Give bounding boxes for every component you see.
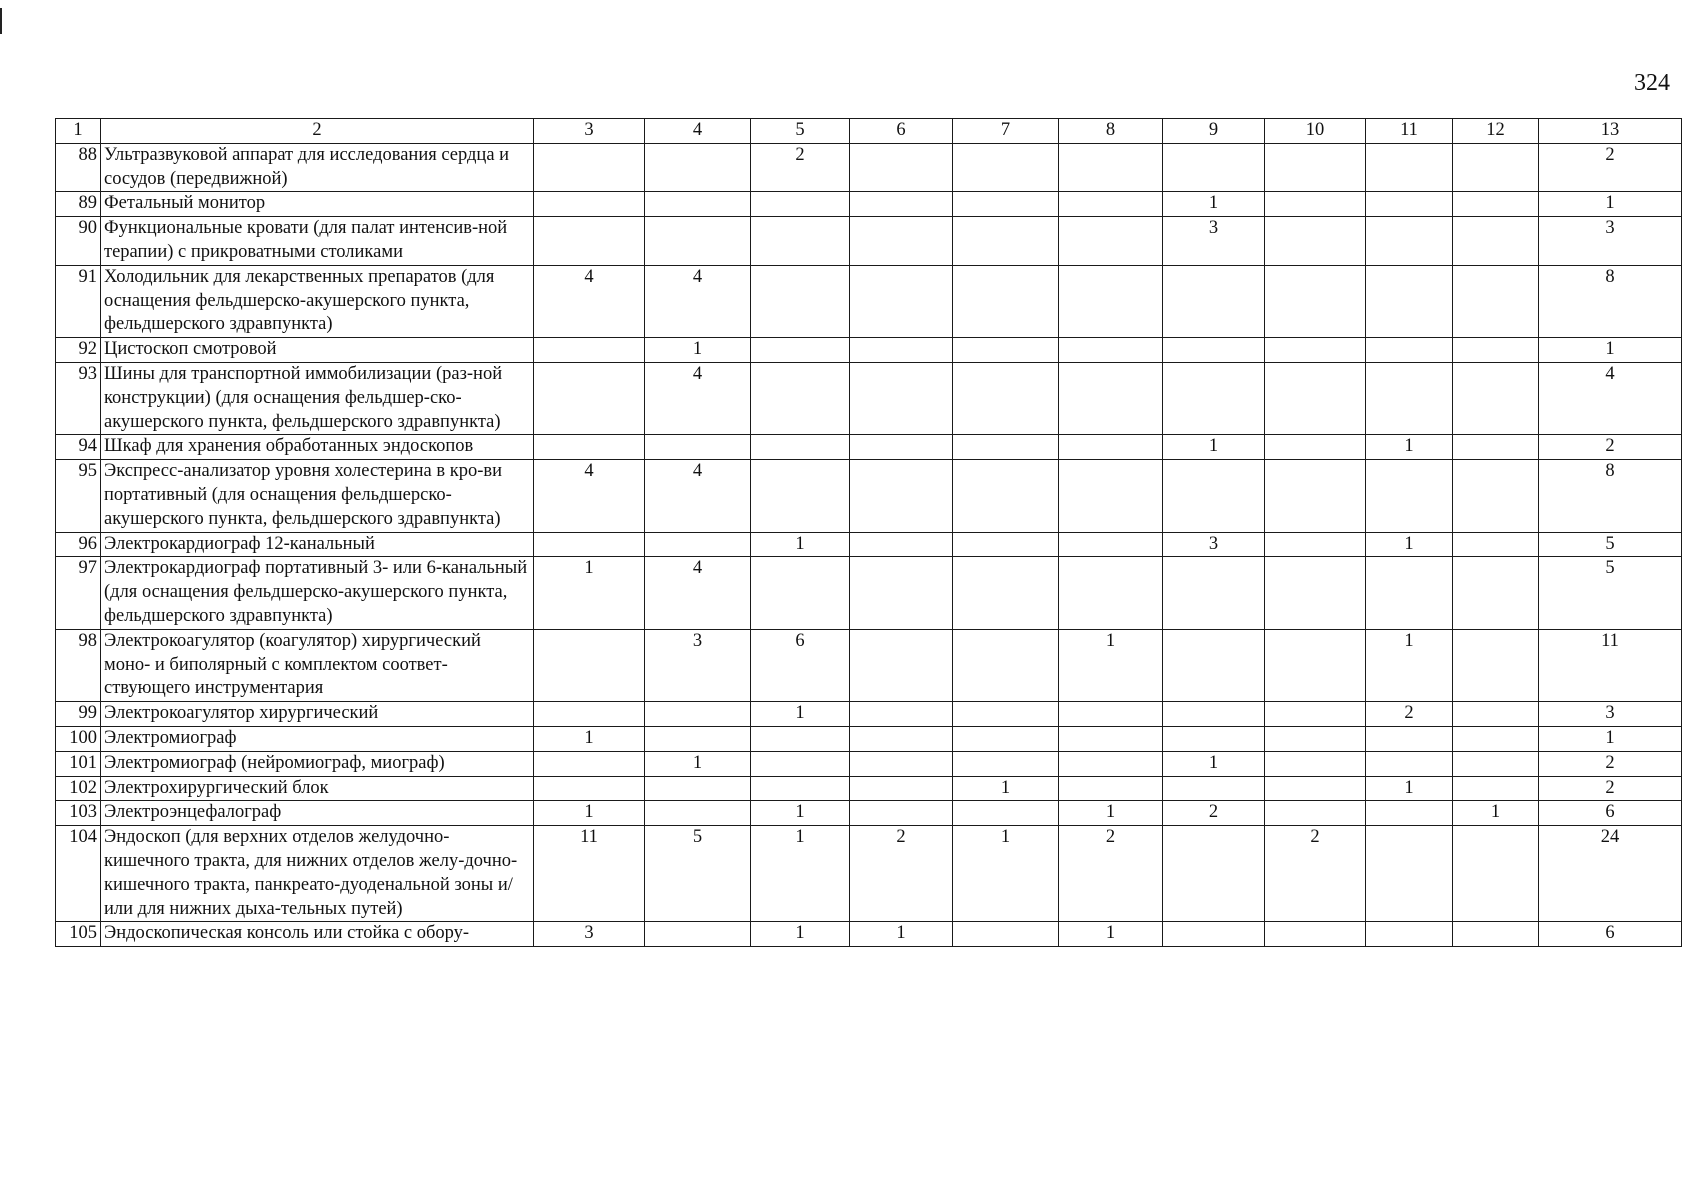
value-cell-col-6 [850, 776, 953, 801]
equipment-name: Электромиограф (нейромиограф, миограф) [101, 751, 534, 776]
value-cell-col-3 [534, 435, 645, 460]
value-cell-col-6 [850, 217, 953, 266]
value-cell-col-10 [1265, 338, 1366, 363]
equipment-name: Электрокардиограф портативный 3- или 6-канальный (для оснащения фельдшерско-акушерского пункта, фельдшерского здравпункта) [101, 557, 534, 629]
equipment-name: Электромиограф [101, 726, 534, 751]
value-cell-col-7 [953, 265, 1059, 337]
value-cell-col-3: 3 [534, 922, 645, 947]
value-cell-col-4 [645, 532, 751, 557]
value-cell-col-11: 1 [1366, 629, 1453, 701]
value-cell-col-13: 24 [1539, 826, 1682, 922]
value-cell-col-5 [751, 265, 850, 337]
value-cell-col-4 [645, 922, 751, 947]
value-cell-col-7: 1 [953, 826, 1059, 922]
value-cell-col-6 [850, 143, 953, 192]
value-cell-col-13: 8 [1539, 265, 1682, 337]
equipment-name: Функциональные кровати (для палат интенсив-ной терапии) с прикроватными столиками [101, 217, 534, 266]
row-number: 90 [56, 217, 101, 266]
row-number: 91 [56, 265, 101, 337]
value-cell-col-10 [1265, 435, 1366, 460]
value-cell-col-3 [534, 338, 645, 363]
equipment-name: Экспресс-анализатор уровня холестерина в кро-ви портативный (для оснащения фельдшерско-акушерского пункта, фельдшерского здравпункта) [101, 460, 534, 532]
scan-edge-mark [0, 8, 2, 34]
value-cell-col-4: 4 [645, 460, 751, 532]
value-cell-col-9: 3 [1163, 532, 1265, 557]
table-row [56, 362, 1682, 434]
row-number: 100 [56, 726, 101, 751]
value-cell-col-6 [850, 702, 953, 727]
value-cell-col-8 [1059, 532, 1163, 557]
value-cell-col-13: 2 [1539, 776, 1682, 801]
value-cell-col-10 [1265, 265, 1366, 337]
value-cell-col-8 [1059, 217, 1163, 266]
value-cell-col-5: 6 [751, 629, 850, 701]
value-cell-col-12 [1453, 629, 1539, 701]
value-cell-col-9 [1163, 726, 1265, 751]
row-number: 98 [56, 629, 101, 701]
column-header-6: 6 [850, 119, 953, 144]
value-cell-col-5: 1 [751, 801, 850, 826]
value-cell-col-9: 1 [1163, 435, 1265, 460]
equipment-table [55, 118, 1682, 947]
value-cell-col-10 [1265, 532, 1366, 557]
value-cell-col-12 [1453, 362, 1539, 434]
column-header-1: 1 [56, 119, 101, 144]
value-cell-col-3 [534, 143, 645, 192]
row-number: 101 [56, 751, 101, 776]
value-cell-col-4 [645, 435, 751, 460]
value-cell-col-9: 1 [1163, 192, 1265, 217]
value-cell-col-7 [953, 338, 1059, 363]
row-number: 88 [56, 143, 101, 192]
equipment-name: Эндоскоп (для верхних отделов желудочно-кишечного тракта, для нижних отделов желу-дочно-кишечного тракта, панкреато-дуоденальной зоны и/или для нижних дыха-тельных путей) [101, 826, 534, 922]
row-number: 95 [56, 460, 101, 532]
value-cell-col-13: 6 [1539, 922, 1682, 947]
value-cell-col-11 [1366, 726, 1453, 751]
value-cell-col-13: 5 [1539, 557, 1682, 629]
value-cell-col-5 [751, 435, 850, 460]
value-cell-col-7 [953, 726, 1059, 751]
value-cell-col-12: 1 [1453, 801, 1539, 826]
value-cell-col-9 [1163, 557, 1265, 629]
value-cell-col-11 [1366, 265, 1453, 337]
value-cell-col-12 [1453, 265, 1539, 337]
table-row [56, 726, 1682, 751]
value-cell-col-13: 2 [1539, 435, 1682, 460]
value-cell-col-6 [850, 435, 953, 460]
value-cell-col-7 [953, 217, 1059, 266]
value-cell-col-3: 1 [534, 726, 645, 751]
value-cell-col-12 [1453, 143, 1539, 192]
row-number: 94 [56, 435, 101, 460]
value-cell-col-4: 1 [645, 751, 751, 776]
column-header-10: 10 [1265, 119, 1366, 144]
value-cell-col-5: 2 [751, 143, 850, 192]
value-cell-col-6 [850, 338, 953, 363]
value-cell-col-10 [1265, 922, 1366, 947]
value-cell-col-13: 1 [1539, 192, 1682, 217]
value-cell-col-8 [1059, 192, 1163, 217]
equipment-name: Шкаф для хранения обработанных эндоскопов [101, 435, 534, 460]
value-cell-col-12 [1453, 557, 1539, 629]
row-number: 97 [56, 557, 101, 629]
row-number: 99 [56, 702, 101, 727]
value-cell-col-3: 11 [534, 826, 645, 922]
value-cell-col-10 [1265, 362, 1366, 434]
table-row [56, 460, 1682, 532]
value-cell-col-4 [645, 726, 751, 751]
value-cell-col-5 [751, 192, 850, 217]
column-header-13: 13 [1539, 119, 1682, 144]
value-cell-col-4 [645, 192, 751, 217]
column-header-row [56, 119, 1682, 144]
value-cell-col-10 [1265, 801, 1366, 826]
value-cell-col-9 [1163, 362, 1265, 434]
value-cell-col-12 [1453, 460, 1539, 532]
value-cell-col-3: 4 [534, 460, 645, 532]
value-cell-col-8 [1059, 265, 1163, 337]
value-cell-col-10 [1265, 217, 1366, 266]
value-cell-col-13: 3 [1539, 217, 1682, 266]
value-cell-col-8 [1059, 338, 1163, 363]
row-number: 105 [56, 922, 101, 947]
column-header-9: 9 [1163, 119, 1265, 144]
value-cell-col-5 [751, 776, 850, 801]
equipment-name: Электрокоагулятор (коагулятор) хирургический моно- и биполярный с комплектом соответ-ствующего инструментария [101, 629, 534, 701]
value-cell-col-8: 2 [1059, 826, 1163, 922]
value-cell-col-5: 1 [751, 532, 850, 557]
equipment-name: Электрокардиограф 12-канальный [101, 532, 534, 557]
value-cell-col-11: 1 [1366, 435, 1453, 460]
value-cell-col-12 [1453, 922, 1539, 947]
value-cell-col-12 [1453, 826, 1539, 922]
equipment-name: Ультразвуковой аппарат для исследования сердца и сосудов (передвижной) [101, 143, 534, 192]
value-cell-col-3 [534, 532, 645, 557]
table-row [56, 557, 1682, 629]
value-cell-col-4: 3 [645, 629, 751, 701]
value-cell-col-3 [534, 751, 645, 776]
value-cell-col-13: 3 [1539, 702, 1682, 727]
value-cell-col-13: 11 [1539, 629, 1682, 701]
value-cell-col-5: 1 [751, 826, 850, 922]
value-cell-col-13: 5 [1539, 532, 1682, 557]
value-cell-col-8 [1059, 460, 1163, 532]
value-cell-col-9 [1163, 702, 1265, 727]
row-number: 96 [56, 532, 101, 557]
value-cell-col-5 [751, 338, 850, 363]
value-cell-col-4: 4 [645, 362, 751, 434]
value-cell-col-3 [534, 192, 645, 217]
column-header-3: 3 [534, 119, 645, 144]
column-header-4: 4 [645, 119, 751, 144]
value-cell-col-5 [751, 751, 850, 776]
value-cell-col-4 [645, 217, 751, 266]
value-cell-col-3 [534, 217, 645, 266]
equipment-name: Электрокоагулятор хирургический [101, 702, 534, 727]
row-number: 104 [56, 826, 101, 922]
value-cell-col-12 [1453, 217, 1539, 266]
table-row [56, 751, 1682, 776]
value-cell-col-3 [534, 702, 645, 727]
table-row [56, 143, 1682, 192]
value-cell-col-4: 4 [645, 557, 751, 629]
value-cell-col-8: 1 [1059, 922, 1163, 947]
value-cell-col-6 [850, 726, 953, 751]
value-cell-col-11 [1366, 338, 1453, 363]
value-cell-col-10 [1265, 702, 1366, 727]
equipment-name: Шины для транспортной иммобилизации (раз-ной конструкции) (для оснащения фельдшер-ско-акушерского пункта, фельдшерского здравпункта) [101, 362, 534, 434]
value-cell-col-9 [1163, 629, 1265, 701]
value-cell-col-8 [1059, 143, 1163, 192]
value-cell-col-8: 1 [1059, 629, 1163, 701]
value-cell-col-7 [953, 460, 1059, 532]
row-number: 93 [56, 362, 101, 434]
row-number: 92 [56, 338, 101, 363]
value-cell-col-11: 2 [1366, 702, 1453, 727]
equipment-name: Эндоскопическая консоль или стойка с обору- [101, 922, 534, 947]
table-row [56, 629, 1682, 701]
equipment-name: Цистоскоп смотровой [101, 338, 534, 363]
value-cell-col-3: 1 [534, 801, 645, 826]
value-cell-col-12 [1453, 192, 1539, 217]
value-cell-col-9 [1163, 922, 1265, 947]
table-row [56, 435, 1682, 460]
value-cell-col-7 [953, 557, 1059, 629]
value-cell-col-11 [1366, 192, 1453, 217]
value-cell-col-11 [1366, 922, 1453, 947]
value-cell-col-9 [1163, 143, 1265, 192]
value-cell-col-8 [1059, 726, 1163, 751]
value-cell-col-10 [1265, 629, 1366, 701]
value-cell-col-3 [534, 362, 645, 434]
equipment-name: Электрохирургический блок [101, 776, 534, 801]
value-cell-col-9 [1163, 460, 1265, 532]
value-cell-col-5 [751, 217, 850, 266]
value-cell-col-8 [1059, 435, 1163, 460]
value-cell-col-11 [1366, 143, 1453, 192]
value-cell-col-3: 1 [534, 557, 645, 629]
value-cell-col-7 [953, 801, 1059, 826]
value-cell-col-7: 1 [953, 776, 1059, 801]
table-row [56, 826, 1682, 922]
value-cell-col-3 [534, 629, 645, 701]
value-cell-col-7 [953, 192, 1059, 217]
value-cell-col-4: 5 [645, 826, 751, 922]
value-cell-col-4 [645, 702, 751, 727]
table-row [56, 922, 1682, 947]
value-cell-col-7 [953, 922, 1059, 947]
table-row [56, 265, 1682, 337]
table-row [56, 776, 1682, 801]
value-cell-col-6 [850, 751, 953, 776]
value-cell-col-8 [1059, 751, 1163, 776]
value-cell-col-10 [1265, 192, 1366, 217]
column-header-11: 11 [1366, 119, 1453, 144]
value-cell-col-10 [1265, 557, 1366, 629]
value-cell-col-6 [850, 629, 953, 701]
value-cell-col-4: 4 [645, 265, 751, 337]
value-cell-col-11 [1366, 801, 1453, 826]
value-cell-col-10 [1265, 751, 1366, 776]
value-cell-col-6: 2 [850, 826, 953, 922]
value-cell-col-5: 1 [751, 922, 850, 947]
value-cell-col-5 [751, 362, 850, 434]
equipment-name: Холодильник для лекарственных препаратов (для оснащения фельдшерско-акушерского пункта, фельдшерского здравпункта) [101, 265, 534, 337]
value-cell-col-13: 2 [1539, 751, 1682, 776]
value-cell-col-3 [534, 776, 645, 801]
value-cell-col-9: 1 [1163, 751, 1265, 776]
value-cell-col-11: 1 [1366, 532, 1453, 557]
row-number: 89 [56, 192, 101, 217]
table-row [56, 801, 1682, 826]
value-cell-col-7 [953, 435, 1059, 460]
value-cell-col-4 [645, 143, 751, 192]
value-cell-col-12 [1453, 532, 1539, 557]
equipment-name: Фетальный монитор [101, 192, 534, 217]
value-cell-col-7 [953, 532, 1059, 557]
value-cell-col-11 [1366, 751, 1453, 776]
value-cell-col-8 [1059, 362, 1163, 434]
table-row [56, 192, 1682, 217]
page-number: 324 [1634, 70, 1670, 96]
value-cell-col-9 [1163, 826, 1265, 922]
value-cell-col-8 [1059, 557, 1163, 629]
value-cell-col-10 [1265, 726, 1366, 751]
column-header-7: 7 [953, 119, 1059, 144]
value-cell-col-6 [850, 460, 953, 532]
table-row [56, 532, 1682, 557]
value-cell-col-13: 1 [1539, 726, 1682, 751]
table-row [56, 702, 1682, 727]
value-cell-col-7 [953, 143, 1059, 192]
value-cell-col-8 [1059, 776, 1163, 801]
equipment-name: Электроэнцефалограф [101, 801, 534, 826]
value-cell-col-13: 6 [1539, 801, 1682, 826]
value-cell-col-7 [953, 702, 1059, 727]
value-cell-col-9: 3 [1163, 217, 1265, 266]
value-cell-col-9 [1163, 776, 1265, 801]
value-cell-col-11 [1366, 217, 1453, 266]
value-cell-col-12 [1453, 751, 1539, 776]
value-cell-col-5 [751, 460, 850, 532]
value-cell-col-8 [1059, 702, 1163, 727]
value-cell-col-4 [645, 801, 751, 826]
value-cell-col-11: 1 [1366, 776, 1453, 801]
table-row [56, 338, 1682, 363]
value-cell-col-6 [850, 532, 953, 557]
value-cell-col-9 [1163, 338, 1265, 363]
value-cell-col-5: 1 [751, 702, 850, 727]
value-cell-col-6 [850, 362, 953, 434]
value-cell-col-3: 4 [534, 265, 645, 337]
row-number: 103 [56, 801, 101, 826]
column-header-12: 12 [1453, 119, 1539, 144]
value-cell-col-6: 1 [850, 922, 953, 947]
value-cell-col-8: 1 [1059, 801, 1163, 826]
value-cell-col-12 [1453, 338, 1539, 363]
column-header-8: 8 [1059, 119, 1163, 144]
column-header-2: 2 [101, 119, 534, 144]
value-cell-col-13: 8 [1539, 460, 1682, 532]
table-body [56, 143, 1682, 946]
value-cell-col-4 [645, 776, 751, 801]
column-header-5: 5 [751, 119, 850, 144]
value-cell-col-13: 1 [1539, 338, 1682, 363]
value-cell-col-12 [1453, 776, 1539, 801]
value-cell-col-12 [1453, 702, 1539, 727]
value-cell-col-10 [1265, 460, 1366, 532]
value-cell-col-10: 2 [1265, 826, 1366, 922]
value-cell-col-10 [1265, 143, 1366, 192]
value-cell-col-11 [1366, 826, 1453, 922]
value-cell-col-9 [1163, 265, 1265, 337]
value-cell-col-11 [1366, 557, 1453, 629]
value-cell-col-10 [1265, 776, 1366, 801]
value-cell-col-7 [953, 362, 1059, 434]
value-cell-col-11 [1366, 362, 1453, 434]
value-cell-col-13: 4 [1539, 362, 1682, 434]
table-row [56, 217, 1682, 266]
value-cell-col-6 [850, 557, 953, 629]
value-cell-col-6 [850, 192, 953, 217]
value-cell-col-4: 1 [645, 338, 751, 363]
value-cell-col-5 [751, 726, 850, 751]
value-cell-col-5 [751, 557, 850, 629]
value-cell-col-7 [953, 751, 1059, 776]
value-cell-col-6 [850, 801, 953, 826]
value-cell-col-13: 2 [1539, 143, 1682, 192]
value-cell-col-6 [850, 265, 953, 337]
value-cell-col-7 [953, 629, 1059, 701]
value-cell-col-12 [1453, 435, 1539, 460]
row-number: 102 [56, 776, 101, 801]
value-cell-col-12 [1453, 726, 1539, 751]
value-cell-col-11 [1366, 460, 1453, 532]
value-cell-col-9: 2 [1163, 801, 1265, 826]
